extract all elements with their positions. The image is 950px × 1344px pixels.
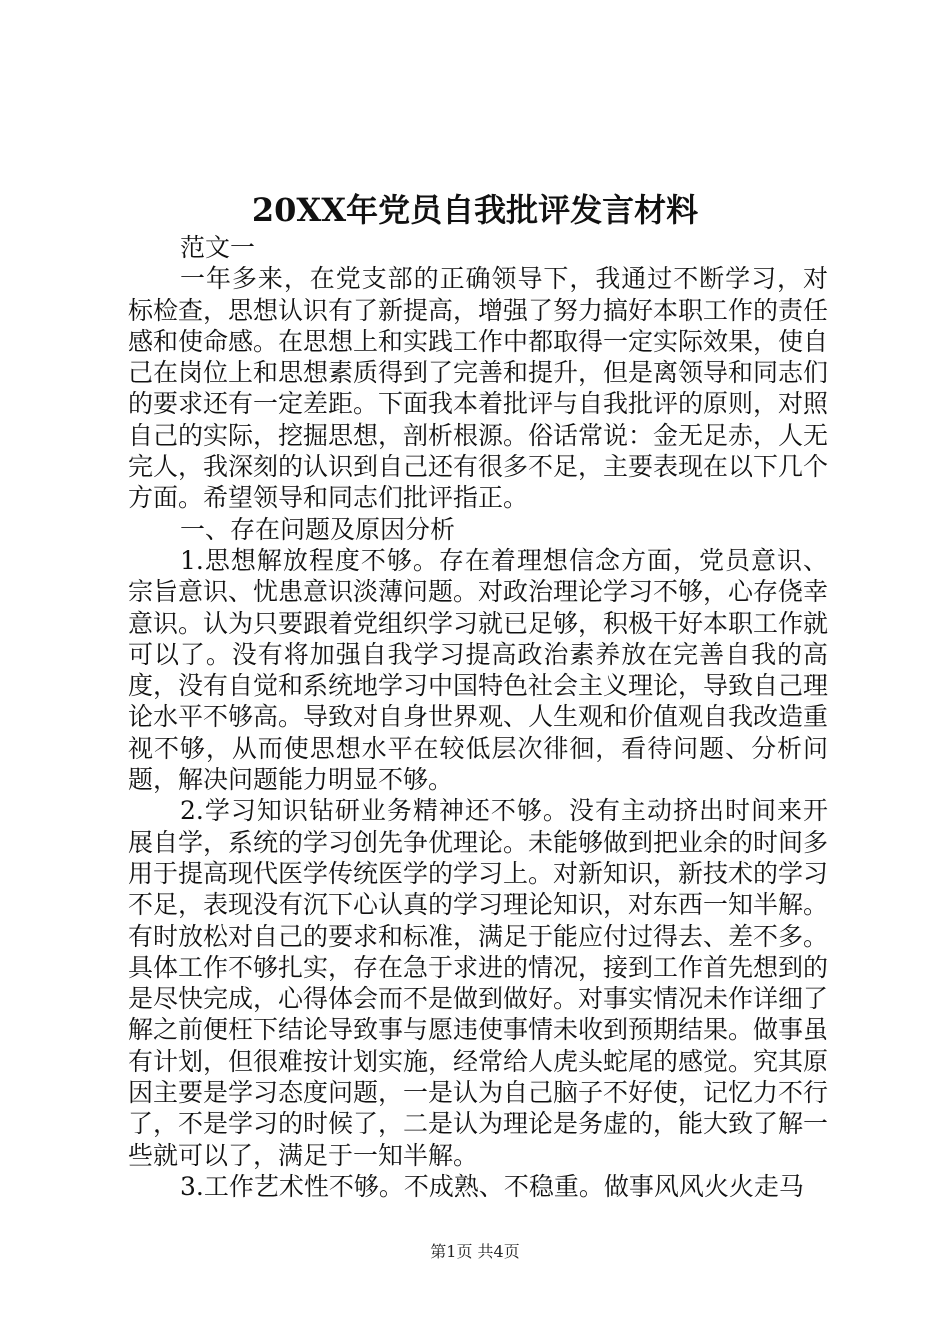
document-body	[128, 232, 828, 1202]
paragraph-item-2: 2.学习知识钻研业务精神还不够。没有主动挤出时间来开展自学，系统的学习创先争优理论。未能够做到把业余的时间多用于提高现代医学传统医学的学习上。对新知识，新技术的学习不足，表现没有沉下心认真的学习理论知识，对东西一知半解。有时放松对自己的要求和标准，满足于能应付过得去、差不多。具体工作不够扎实，存在急于求进的情况，接到工作首先想到的是尽快完成，心得体会而不是做到做好。对事实情况未作详细了解之前便枉下结论导致事与愿违使事情未收到预期结果。做事虽有计划，但很难按计划实施，经常给人虎头蛇尾的感觉。究其原因主要是学习态度问题，一是认为自己脑子不好使，记忆力不行了，不是学习的时候了，二是认为理论是务虚的，能大致了解一些就可以了，满足于一知半解。	[128, 796, 829, 1170]
page-footer: 第1页 共4页	[430, 1242, 520, 1261]
paragraph-item-3: 3.工作艺术性不够。不成熟、不稳重。做事风风火火走马	[180, 1171, 804, 1201]
paragraph-intro: 一年多来，在党支部的正确领导下，我通过不断学习，对标检查，思想认识有了新提高，增强了努力搞好本职工作的责任感和使命感。在思想上和实践工作中都取得一定实际效果，使自己在岗位上和思想素质得到了完善和提升，但是离领导和同志们的要求还有一定差距。下面我本着批评与自我批评的原则，对照自己的实际，挖掘思想，剖析根源。俗话常说：金无足赤，人无完人，我深刻的认识到自己还有很多不足，主要表现在以下几个方面。希望领导和同志们批评指正。	[128, 264, 829, 513]
paragraph-item-1: 1.思想解放程度不够。存在着理想信念方面，党员意识、宗旨意识、忧患意识淡薄问题。对政治理论学习不够，心存侥幸意识。认为只要跟着党组织学习就已足够，积极干好本职工作就可以了。没有将加强自我学习提高政治素养放在完善自我的高度，没有自觉和系统地学习中国特色社会主义理论，导致自己理论水平不够高。导致对自身世界观、人生观和价值观自我改造重视不够，从而使思想水平在较低层次徘徊，看待问题、分析问题，解决问题能力明显不够。	[128, 545, 829, 795]
document-title: 20XX年党员自我批评发言材料	[251, 191, 699, 229]
paragraph-section-label: 范文一	[180, 233, 256, 262]
paragraph-heading-problems: 一、存在问题及原因分析	[180, 514, 456, 544]
